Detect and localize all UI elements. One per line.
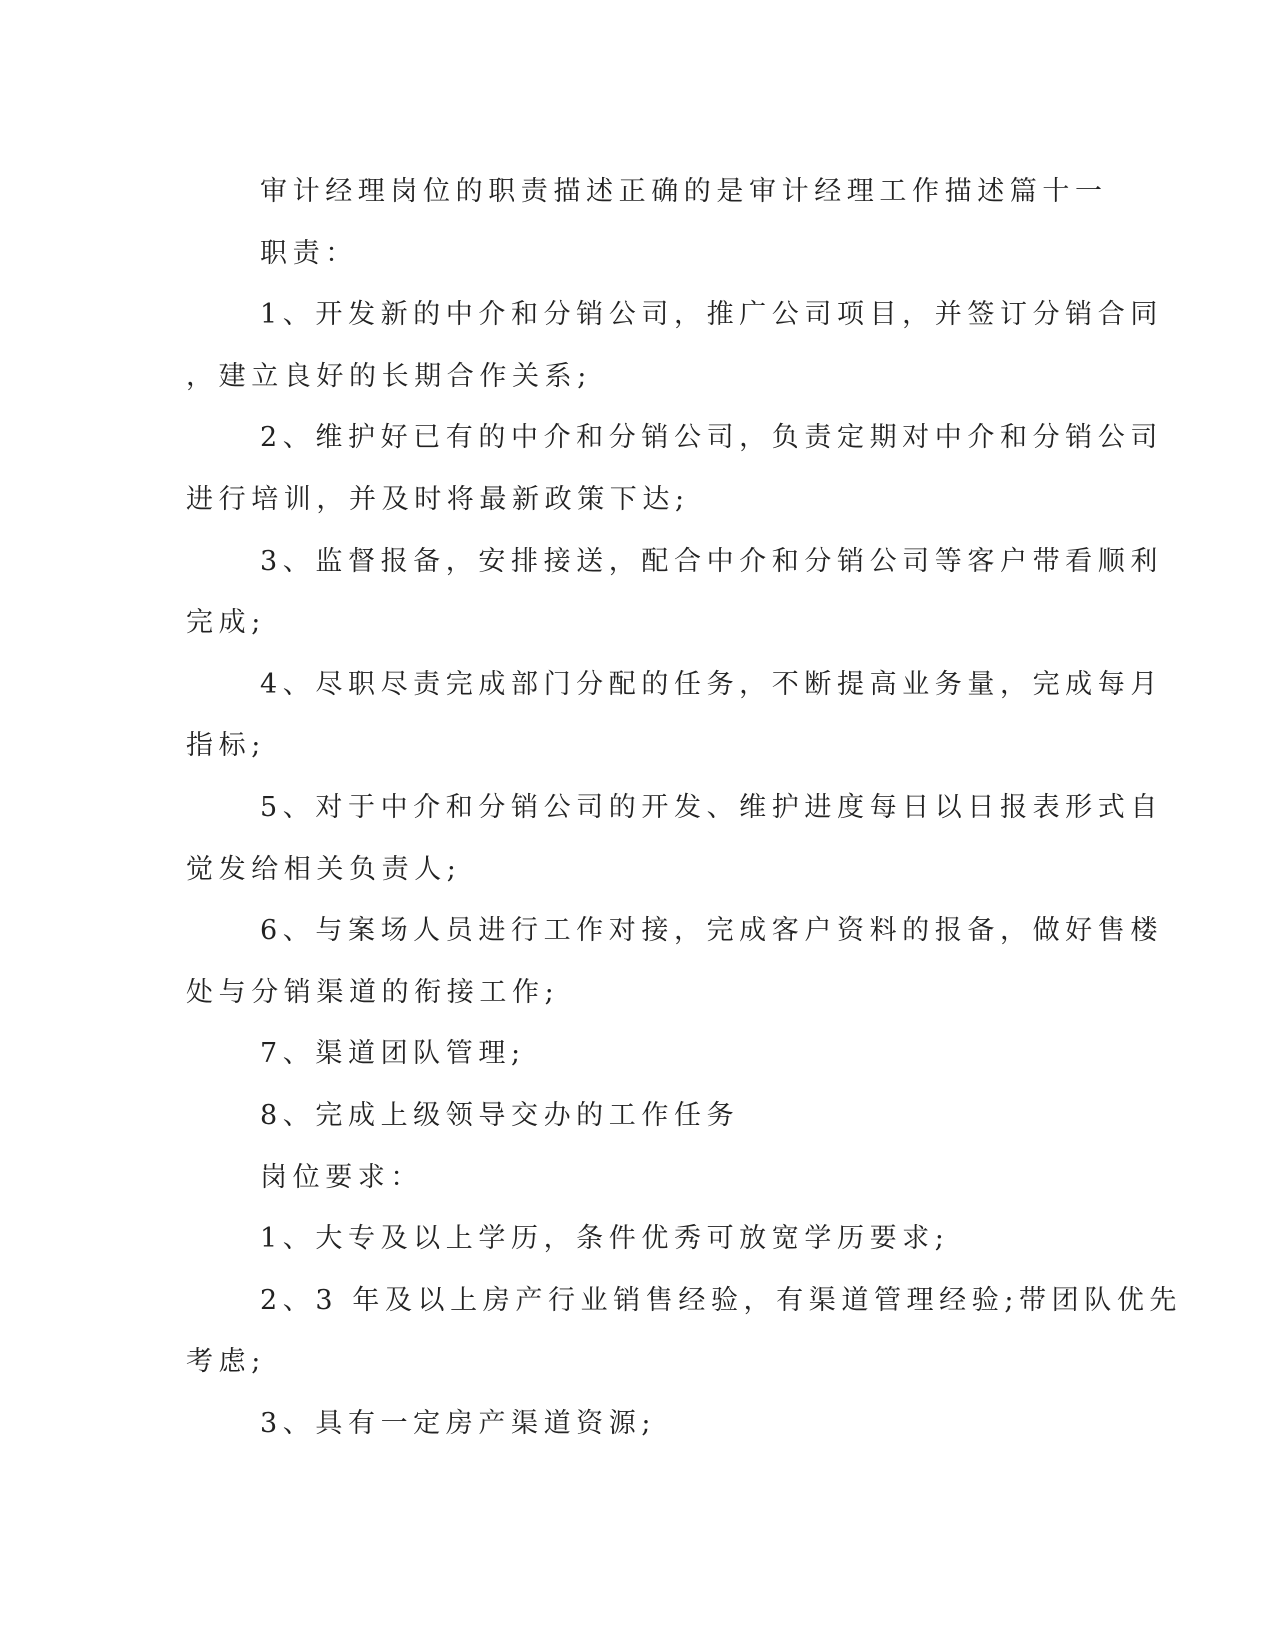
paragraph-line: 8、完成上级领导交办的工作任务	[260, 1099, 740, 1131]
paragraph-line: 7、渠道团队管理;	[260, 1038, 526, 1070]
paragraph-line: 5、对于中介和分销公司的开发、维护进度每日以日报表形式自	[260, 791, 1163, 823]
paragraph-line: 2、3 年及以上房产行业销售经验，有渠道管理经验;带团队优先	[260, 1284, 1183, 1316]
document-body	[186, 161, 1183, 1454]
paragraph-line: 6、与案场人员进行工作对接，完成客户资料的报备，做好售楼	[260, 915, 1163, 947]
paragraph-line: 完成;	[186, 607, 266, 639]
paragraph-line: 4、尽职尽责完成部门分配的任务，不断提高业务量，完成每月	[260, 668, 1163, 700]
paragraph-line: 指标;	[186, 730, 266, 762]
paragraph-line: 3、监督报备，安排接送，配合中介和分销公司等客户带看顺利	[260, 545, 1163, 577]
paragraph-line: 1、大专及以上学历，条件优秀可放宽学历要求;	[260, 1223, 950, 1255]
paragraph-line: 3、具有一定房产渠道资源;	[260, 1407, 657, 1439]
section-heading-requirements: 岗位要求：	[260, 1161, 423, 1193]
document-title: 审计经理岗位的职责描述正确的是审计经理工作描述篇十一	[260, 176, 1108, 207]
paragraph-line: 2、维护好已有的中介和分销公司，负责定期对中介和分销公司	[260, 422, 1163, 454]
section-heading-duties: 职责：	[260, 237, 358, 269]
paragraph-line: 觉发给相关负责人;	[186, 853, 462, 885]
paragraph-line: 1、开发新的中介和分销公司，推广公司项目，并签订分销合同	[260, 299, 1163, 331]
paragraph-line: 考虑;	[186, 1346, 266, 1378]
paragraph-line: 处与分销渠道的衔接工作;	[186, 976, 560, 1008]
paragraph-line: ，建立良好的长期合作关系;	[186, 360, 592, 392]
paragraph-line: 进行培训，并及时将最新政策下达;	[186, 483, 690, 515]
